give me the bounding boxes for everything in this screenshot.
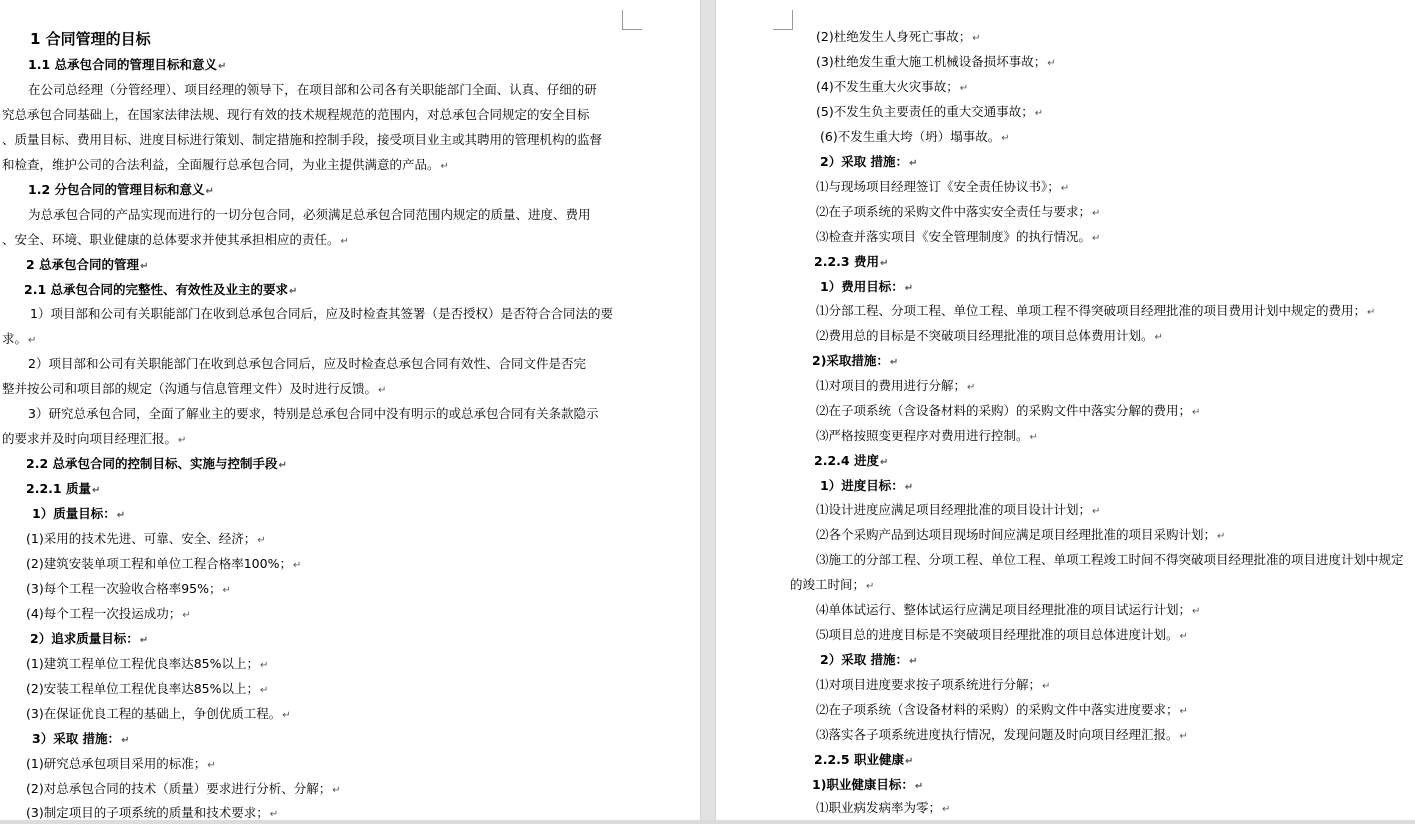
left-page-line — [32, 506, 125, 524]
paragraph-text: ⑴对项目的费用进行分解； — [816, 378, 967, 393]
paragraph-mark-icon: ↵ — [1192, 606, 1201, 617]
left-page-line — [2, 331, 36, 349]
paragraph-text: 的竣工时间； — [790, 577, 866, 592]
document-page-left[interactable] — [0, 0, 700, 824]
right-page-line — [820, 154, 917, 172]
paragraph-text: 和检查，维护公司的合法利益，全面履行总承包合同，为业主提供满意的产品。 — [2, 157, 440, 172]
paragraph-mark-icon: ↵ — [1060, 183, 1070, 194]
paragraph-text: 整并按公司和项目部的规定（沟通与信息管理文件）及时进行反馈。 — [2, 381, 378, 396]
paragraph-mark-icon: ↵ — [967, 382, 976, 393]
left-page-line — [2, 431, 186, 449]
left-page-line — [30, 631, 148, 649]
paragraph-text: (1)采用的技术先进、可靠、安全、经济； — [26, 531, 257, 546]
paragraph-text: (4)不发生重大火灾事故； — [816, 79, 959, 94]
paragraph-mark-icon: ↵ — [1179, 706, 1188, 717]
paragraph-text: ⑸项目总的进度目标是不突破项目经理批准的项目总体进度计划。 — [816, 627, 1179, 642]
paragraph-text: 1)职业健康目标： — [812, 777, 914, 792]
paragraph-text: ⑵各个采购产品到达项目现场时间应满足项目经理批准的项目采购计划； — [816, 527, 1217, 542]
paragraph-text: 、安全、环境、职业健康的总体要求并使其承担相应的责任。 — [2, 232, 340, 247]
paragraph-text: ⑴对项目进度要求按子项系统进行分解； — [816, 677, 1042, 692]
paragraph-text: 2.2.5 职业健康 — [814, 752, 904, 767]
paragraph-text: 1）费用目标： — [820, 279, 904, 294]
paragraph-text: (6)不发生重大垮（坍）塌事故。 — [820, 129, 1001, 144]
right-page-line — [816, 552, 1404, 568]
paragraph-text: (3)在保证优良工程的基础上，争创优质工程。 — [26, 706, 282, 721]
paragraph-text: (3)每个工程一次验收合格率95%； — [26, 581, 222, 596]
paragraph-text: 求。 — [2, 331, 28, 346]
paragraph-text: (2)对总承包合同的技术（质量）要求进行分析、分解； — [26, 781, 332, 796]
paragraph-mark-icon: ↵ — [1092, 208, 1101, 219]
paragraph-text: 1）项目部和公司有关职能部门在收到总承包合同后，应及时检查其签署（是否授权）是否符合合同法的要 — [30, 306, 613, 321]
right-page-line — [820, 652, 917, 670]
paragraph-text: 在公司总经理（分管经理）、项目经理的领导下，在项目部和公司各有关职能部门全面、认真、仔细的研 — [28, 82, 597, 97]
right-page-line — [816, 428, 1038, 446]
paragraph-text: 2）采取 措施： — [820, 154, 909, 169]
paragraph-mark-icon: ↵ — [1179, 631, 1188, 642]
paragraph-text: 3）采取 措施： — [32, 731, 121, 746]
paragraph-text: ⑶施工的分部工程、分项工程、单位工程、单项工程竣工时间不得突破项目经理批准的项目进度计划中规定 — [816, 552, 1404, 567]
paragraph-mark-icon: ↵ — [182, 610, 191, 621]
paragraph-text: 1.1 总承包合同的管理目标和意义 — [28, 57, 217, 72]
paragraph-mark-icon: ↵ — [1367, 307, 1376, 318]
right-page-line — [816, 602, 1200, 620]
paragraph-text: 2.2.3 费用 — [814, 254, 879, 269]
paragraph-text: 究总承包合同基础上，在国家法律法规、现行有效的技术规程规范的范围内，对总承包合同规定的安全目标 — [2, 107, 590, 122]
paragraph-text: ⑵在子项系统（含设备材料的采购）的采购文件中落实进度要求； — [816, 702, 1179, 717]
page-corner-mark — [622, 29, 642, 30]
paragraph-text: 1.2 分包合同的管理目标和意义 — [28, 182, 205, 197]
left-page-line — [2, 381, 386, 399]
left-page-line — [30, 306, 613, 322]
right-page-line — [816, 727, 1188, 745]
right-page-line — [816, 29, 981, 47]
right-page-line — [816, 79, 968, 97]
paragraph-mark-icon: ↵ — [218, 61, 227, 72]
paragraph-mark-icon: ↵ — [282, 710, 291, 721]
right-page-line — [816, 229, 1100, 247]
paragraph-mark-icon: ↵ — [1179, 731, 1188, 742]
paragraph-text: 的要求并及时向项目经理汇报。 — [2, 431, 178, 446]
right-page-line — [816, 677, 1050, 695]
paragraph-mark-icon: ↵ — [278, 460, 287, 471]
right-page-line — [816, 104, 1043, 122]
left-page-line — [26, 581, 231, 599]
paragraph-text: 2)采取措施： — [812, 353, 889, 368]
paragraph-mark-icon: ↵ — [1217, 531, 1226, 542]
paragraph-mark-icon: ↵ — [222, 585, 231, 596]
left-page-line — [26, 706, 291, 724]
paragraph-mark-icon: ↵ — [914, 781, 924, 792]
paragraph-mark-icon: ↵ — [139, 635, 149, 646]
right-page-line — [816, 204, 1100, 222]
paragraph-text: 2）项目部和公司有关职能部门在收到总承包合同后，应及时检查总承包合同有效性、合同文件是否完 — [28, 356, 586, 371]
paragraph-mark-icon: ↵ — [205, 186, 214, 197]
right-page-line — [812, 353, 898, 371]
paragraph-text: ⑶严格按照变更程序对费用进行控制。 — [816, 428, 1029, 443]
paragraph-mark-icon: ↵ — [972, 33, 981, 44]
right-page-line — [812, 777, 923, 795]
paragraph-mark-icon: ↵ — [178, 435, 187, 446]
left-page-line — [28, 207, 591, 223]
paragraph-text: ⑷单体试运行、整体试运行应满足项目经理批准的项目试运行计划； — [816, 602, 1192, 617]
right-page-line — [816, 54, 1056, 72]
left-page-line — [2, 157, 449, 175]
paragraph-mark-icon: ↵ — [889, 357, 899, 368]
paragraph-text: ⑴设计进度应满足项目经理批准的项目设计计划； — [816, 502, 1092, 517]
left-page-line — [32, 731, 129, 749]
paragraph-text: (2)安装工程单位工程优良率达85%以上； — [26, 681, 259, 696]
left-page-line — [26, 781, 341, 799]
left-page-line — [26, 556, 301, 574]
left-page-line — [24, 282, 297, 300]
right-page-line — [816, 179, 1069, 197]
paragraph-mark-icon: ↵ — [879, 258, 889, 269]
paragraph-mark-icon: ↵ — [909, 656, 918, 667]
paragraph-mark-icon: ↵ — [1034, 108, 1044, 119]
paragraph-mark-icon: ↵ — [289, 286, 298, 297]
paragraph-mark-icon: ↵ — [116, 510, 126, 521]
paragraph-mark-icon: ↵ — [904, 756, 914, 767]
left-page-line — [2, 107, 590, 123]
paragraph-text: 1 合同管理的目标 — [30, 30, 151, 48]
paragraph-text: ⑶检查并落实项目《安全管理制度》的执行情况。 — [816, 229, 1092, 244]
paragraph-mark-icon: ↵ — [257, 535, 266, 546]
right-page-line — [816, 800, 950, 818]
left-page-line — [26, 606, 191, 624]
left-page-line — [26, 456, 287, 474]
right-page-line — [814, 254, 888, 272]
paragraph-text: (3)制定项目的子项系统的质量和技术要求； — [26, 805, 269, 820]
right-page-line — [816, 303, 1375, 321]
page-corner-mark — [622, 10, 623, 30]
paragraph-text: 2 总承包合同的管理 — [26, 257, 140, 272]
paragraph-mark-icon: ↵ — [260, 685, 269, 696]
right-page-line — [814, 453, 888, 471]
right-page-line — [820, 279, 913, 297]
left-page-line — [2, 232, 349, 250]
paragraph-text: ⑴与现场项目经理签订《安全责任协议书》； — [816, 179, 1060, 194]
paragraph-mark-icon: ↵ — [1092, 506, 1101, 517]
left-page-line — [28, 182, 214, 200]
paragraph-text: 2）追求质量目标： — [30, 631, 139, 646]
right-page-line — [816, 328, 1163, 346]
left-page-line — [30, 30, 151, 48]
document-page-right[interactable] — [716, 0, 1415, 824]
right-page-line — [816, 627, 1188, 645]
paragraph-text: (3)杜绝发生重大施工机械设备损坏事故； — [816, 54, 1047, 69]
paragraph-mark-icon: ↵ — [121, 735, 130, 746]
paragraph-text: (4)每个工程一次投运成功； — [26, 606, 182, 621]
left-page-line — [28, 82, 597, 98]
paragraph-text: ⑴分部工程、分项工程、单位工程、单项工程不得突破项目经理批准的项目费用计划中规定的费用； — [816, 303, 1367, 318]
right-page-line — [790, 577, 874, 595]
paragraph-mark-icon: ↵ — [1192, 407, 1201, 418]
paragraph-mark-icon: ↵ — [1029, 432, 1038, 443]
paragraph-mark-icon: ↵ — [959, 83, 969, 94]
paragraph-mark-icon: ↵ — [269, 809, 279, 820]
paragraph-text: 2.1 总承包合同的完整性、有效性及业主的要求 — [24, 282, 288, 297]
paragraph-text: 2.2.1 质量 — [26, 481, 91, 496]
paragraph-mark-icon: ↵ — [440, 161, 449, 172]
paragraph-mark-icon: ↵ — [292, 560, 302, 571]
paragraph-mark-icon: ↵ — [1047, 58, 1056, 69]
right-page-line — [814, 752, 913, 770]
right-page-line — [816, 403, 1200, 421]
left-page-line — [26, 656, 268, 674]
paragraph-mark-icon: ↵ — [260, 660, 269, 671]
right-page-line — [816, 502, 1100, 520]
status-bar — [0, 820, 1415, 824]
left-page-line — [26, 481, 100, 499]
left-page-line — [2, 132, 602, 148]
left-page-line — [26, 257, 148, 275]
right-page-line — [816, 527, 1225, 545]
paragraph-mark-icon: ↵ — [140, 261, 149, 272]
right-page-line — [820, 478, 913, 496]
left-page-line — [26, 756, 216, 774]
paragraph-mark-icon: ↵ — [28, 335, 37, 346]
paragraph-mark-icon: ↵ — [904, 283, 914, 294]
left-page-line — [28, 406, 598, 422]
paragraph-text: 3）研究总承包合同，全面了解业主的要求，特别是总承包合同中没有明示的或总承包合同有关条款隐示 — [28, 406, 599, 421]
paragraph-text: 2）采取 措施： — [820, 652, 909, 667]
paragraph-mark-icon: ↵ — [1042, 681, 1051, 692]
left-page-line — [26, 681, 268, 699]
paragraph-text: ⑶落实各子项系统进度执行情况，发现问题及时向项目经理汇报。 — [816, 727, 1179, 742]
left-page-line — [28, 57, 226, 75]
paragraph-mark-icon: ↵ — [91, 485, 101, 496]
paragraph-text: 2.2.4 进度 — [814, 453, 879, 468]
paragraph-text: 为总承包合同的产品实现而进行的一切分包合同，必须满足总承包合同范围内规定的质量、进度、费用 — [28, 207, 591, 222]
paragraph-text: (1)建筑工程单位工程优良率达85%以上； — [26, 656, 259, 671]
page-corner-mark — [773, 29, 793, 30]
paragraph-mark-icon: ↵ — [904, 482, 914, 493]
right-page-line — [816, 378, 975, 396]
paragraph-mark-icon: ↵ — [879, 457, 889, 468]
paragraph-mark-icon: ↵ — [378, 385, 387, 396]
right-page-line — [816, 702, 1188, 720]
paragraph-text: ⑵费用总的目标是不突破项目经理批准的项目总体费用计划。 — [816, 328, 1154, 343]
paragraph-text: (1)研究总承包项目采用的标准； — [26, 756, 207, 771]
paragraph-text: (5)不发生负主要责任的重大交通事故； — [816, 104, 1034, 119]
page-gap — [700, 0, 716, 824]
paragraph-mark-icon: ↵ — [332, 785, 341, 796]
paragraph-text: ⑴职业病发病率为零； — [816, 800, 942, 815]
paragraph-text: (2)杜绝发生人身死亡事故； — [816, 29, 972, 44]
paragraph-mark-icon: ↵ — [1154, 332, 1163, 343]
paragraph-mark-icon: ↵ — [909, 158, 918, 169]
paragraph-text: 2.2 总承包合同的控制目标、实施与控制手段 — [26, 456, 278, 471]
left-page-line — [26, 531, 266, 549]
paragraph-text: (2)建筑安装单项工程和单位工程合格率100%； — [26, 556, 292, 571]
paragraph-text: 1）进度目标： — [820, 478, 904, 493]
paragraph-mark-icon: ↵ — [1001, 133, 1010, 144]
paragraph-mark-icon: ↵ — [866, 581, 875, 592]
paragraph-text: ⑵在子项系统的采购文件中落实安全责任与要求； — [816, 204, 1092, 219]
page-corner-mark — [792, 10, 793, 30]
left-page-line — [28, 356, 586, 372]
paragraph-mark-icon: ↵ — [942, 804, 951, 815]
right-page-line — [820, 129, 1010, 147]
paragraph-text: 、质量目标、费用目标、进度目标进行策划、制定措施和控制手段，接受项目业主或其聘用的管理机构的监督 — [2, 132, 603, 147]
paragraph-text: 1）质量目标： — [32, 506, 116, 521]
paragraph-mark-icon: ↵ — [340, 236, 349, 247]
paragraph-mark-icon: ↵ — [1092, 233, 1101, 244]
paragraph-mark-icon: ↵ — [207, 760, 216, 771]
paragraph-text: ⑵在子项系统（含设备材料的采购）的采购文件中落实分解的费用； — [816, 403, 1192, 418]
